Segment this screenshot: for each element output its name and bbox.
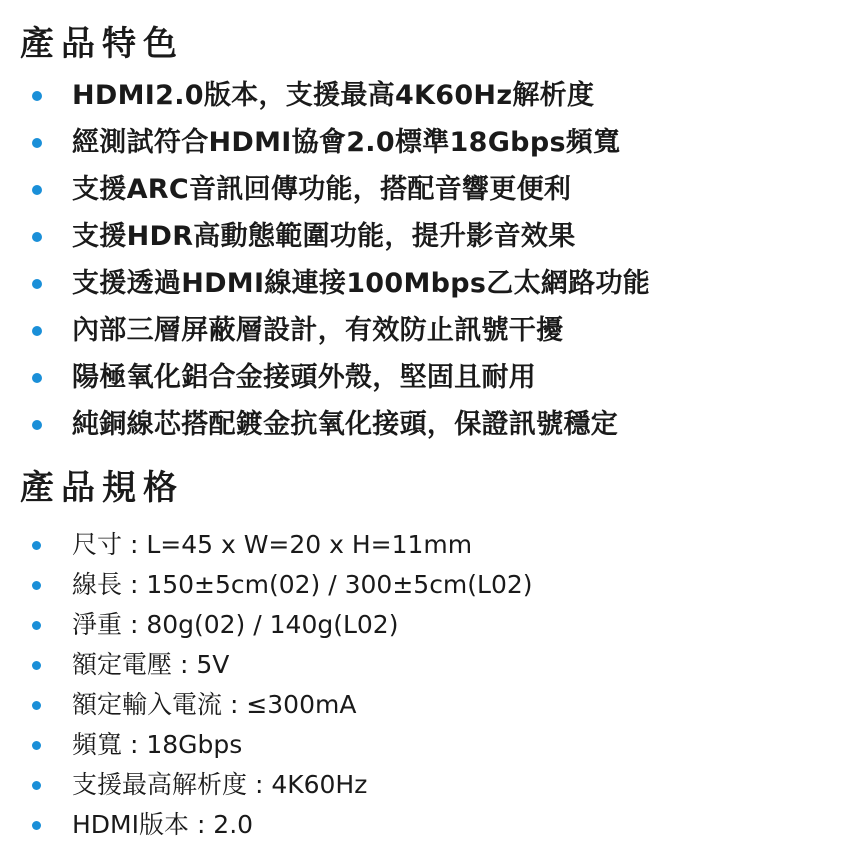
feature-item [32,166,650,213]
feature-item-text: 支援透過HDMI線連接100Mbps乙太網路功能 [72,268,651,299]
bullet-icon [32,138,42,148]
spec-item [32,525,533,565]
features-list [32,72,650,448]
feature-item [32,72,650,119]
bullet-icon [32,781,41,790]
spec-item-text: HDMI版本 : 2.0 [72,810,254,839]
feature-item [32,401,650,448]
feature-item-text: 內部三層屏蔽層設計，有效防止訊號干擾 [72,315,564,346]
bullet-icon [32,581,41,590]
bullet-icon [32,701,41,710]
feature-item [32,307,650,354]
spec-item [32,605,533,645]
bullet-icon [32,279,42,289]
spec-item-text: 額定輸入電流 : ≤300mA [72,690,357,719]
feature-item-text: 支援HDR高動態範圍功能，提升影音效果 [72,221,576,252]
spec-item [32,805,533,845]
features-section-title: 產品特色 [20,24,184,64]
bullet-icon [32,373,42,383]
bullet-icon [32,621,41,630]
bullet-icon [32,741,41,750]
feature-item-text: 經測試符合HDMI協會2.0標準18Gbps頻寬 [72,127,621,158]
bullet-icon [32,232,42,242]
specs-section-title: 產品規格 [20,468,184,508]
feature-item-text: HDMI2.0版本，支援最高4K60Hz解析度 [72,80,595,111]
spec-item [32,765,533,805]
feature-item-text: 純銅線芯搭配鍍金抗氧化接頭，保證訊號穩定 [72,409,618,440]
spec-item-text: 額定電壓 : 5V [72,650,230,679]
spec-item-text: 支援最高解析度 : 4K60Hz [72,770,368,799]
bullet-icon [32,661,41,670]
spec-item-text: 淨重 : 80g(02) / 140g(L02) [72,610,399,639]
spec-item [32,685,533,725]
spec-item [32,645,533,685]
bullet-icon [32,821,41,830]
bullet-icon [32,326,42,336]
feature-item [32,213,650,260]
bullet-icon [32,420,42,430]
bullet-icon [32,91,42,101]
feature-item-text: 支援ARC音訊回傳功能，搭配音響更便利 [72,174,572,205]
spec-item-text: 線長 : 150±5cm(02) / 300±5cm(L02) [72,570,533,599]
bullet-icon [32,541,41,550]
spec-item-text: 尺寸 : L=45 x W=20 x H=11mm [72,530,473,559]
feature-item-text: 陽極氧化鋁合金接頭外殼，堅固且耐用 [72,362,537,393]
feature-item [32,119,650,166]
spec-item [32,725,533,765]
spec-item-text: 頻寬 : 18Gbps [72,730,243,759]
spec-item [32,565,533,605]
bullet-icon [32,185,42,195]
feature-item [32,260,650,307]
specs-list [32,525,533,845]
feature-item [32,354,650,401]
